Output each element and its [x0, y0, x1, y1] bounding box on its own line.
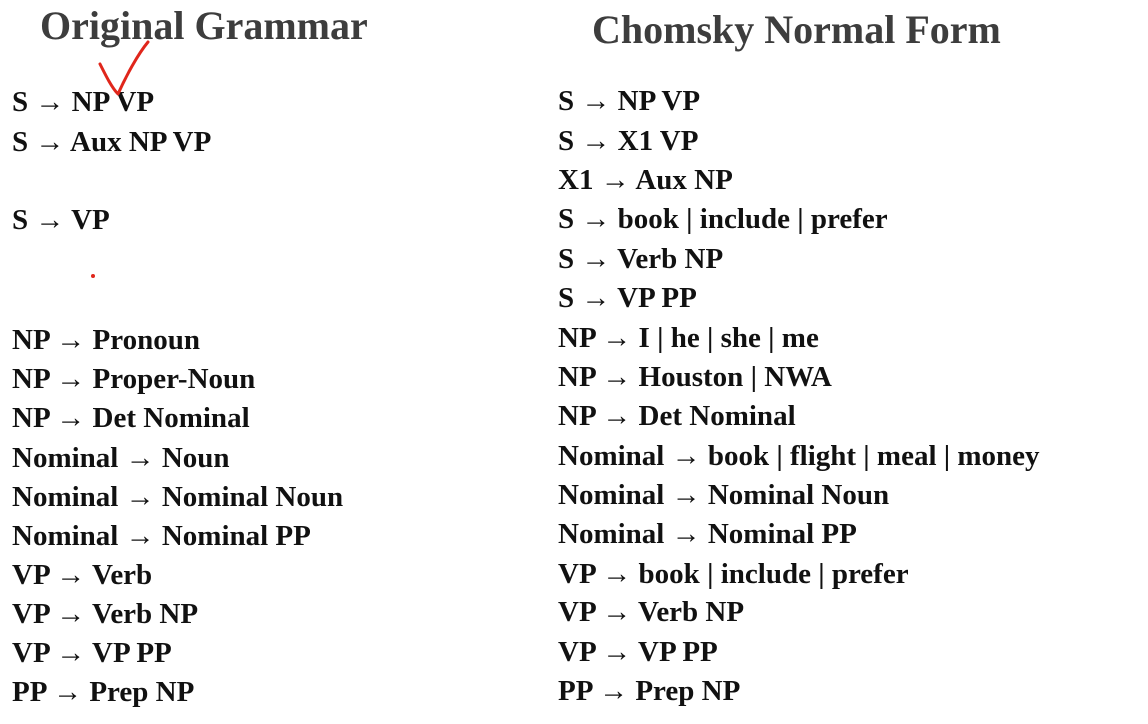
- rule-line: VP → VP PP: [558, 636, 718, 668]
- rule-line: PP → Prep NP: [558, 675, 741, 707]
- rule-line: S → X1 VP: [558, 125, 699, 157]
- rule-line: VP → Verb: [12, 559, 153, 591]
- rule-line: NP → Proper-Noun: [12, 363, 256, 395]
- original-grammar-title: Original Grammar: [40, 3, 368, 48]
- rule-line: NP → Det Nominal: [558, 400, 796, 432]
- rule-line: Nominal → Nominal Noun: [558, 479, 890, 511]
- rule-line: S → Aux NP VP: [12, 126, 212, 158]
- rule-line: VP → book | include | prefer: [558, 558, 909, 590]
- red-dot-annotation: [89, 272, 97, 280]
- rule-line: Nominal → book | flight | meal | money: [558, 440, 1040, 472]
- rule-line: S → VP: [12, 204, 110, 236]
- rule-line: X1 → Aux NP: [558, 164, 733, 196]
- rule-line: S → VP PP: [558, 282, 697, 314]
- rule-line: NP → Pronoun: [12, 324, 201, 356]
- cnf-title: Chomsky Normal Form: [592, 7, 1001, 52]
- rule-line: S → NP VP: [558, 85, 701, 117]
- rule-line: NP → I | he | she | me: [558, 322, 819, 354]
- rule-line: NP → Det Nominal: [12, 402, 250, 434]
- rule-line: S → Verb NP: [558, 243, 724, 275]
- rule-line: VP → Verb NP: [558, 596, 745, 628]
- rule-line: Nominal → Nominal PP: [12, 520, 311, 552]
- rule-line: VP → Verb NP: [12, 598, 199, 630]
- rule-line: PP → Prep NP: [12, 676, 195, 708]
- rule-line: S → NP VP: [12, 86, 155, 118]
- rule-line: VP → VP PP: [12, 637, 172, 669]
- rule-line: Nominal → Nominal PP: [558, 518, 857, 550]
- rule-line: Nominal → Nominal Noun: [12, 481, 344, 513]
- rule-line: NP → Houston | NWA: [558, 361, 832, 393]
- rule-line: S → book | include | prefer: [558, 203, 888, 235]
- rule-line: Nominal → Noun: [12, 442, 230, 474]
